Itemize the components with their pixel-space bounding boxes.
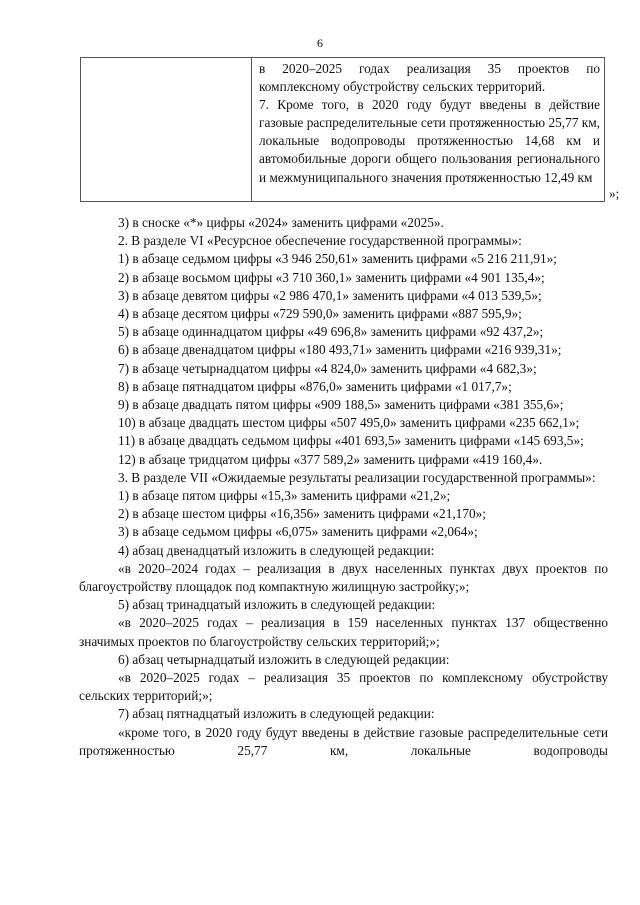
paragraph: «в 2020–2025 годах – реализация в 159 населенных пунктах 137 общественно значимых проектов по благоустройству сельских территорий;»; — [79, 615, 608, 649]
table-closing-quote: »; — [609, 186, 620, 201]
paragraph: 3) в абзаце седьмом цифры «6,075» заменить цифрами «2,064»; — [118, 524, 478, 540]
paragraph: «в 2020–2024 годах – реализация в двух населенных пунктах двух проектов по благоустройству площадок под компактную жилищную застройку;»; — [79, 560, 608, 595]
paragraph: 12) в абзаце тридцатом цифры «377 589,2» заменить цифрами «419 160,4». — [118, 451, 543, 467]
paragraph: 7) в абзаце четырнадцатом цифры «4 824,0» заменить цифрами «4 682,3»; — [118, 360, 537, 376]
paragraph: 5) в абзаце одиннадцатом цифры «49 696,8» заменить цифрами «92 437,2»; — [118, 324, 544, 340]
paragraph: 8) в абзаце пятнадцатом цифры «876,0» заменить цифрами «1 017,7»; — [118, 378, 512, 394]
paragraph: 2) в абзаце шестом цифры «16,356» заменить цифрами «21,170»; — [118, 506, 486, 522]
paragraph: 10) в абзаце двадцать шестом цифры «507 495,0» заменить цифрами «235 662,1»; — [118, 415, 580, 431]
paragraph: 6) абзац четырнадцатый изложить в следующей редакции: — [118, 651, 450, 667]
document-body — [79, 214, 608, 760]
paragraph: 9) в абзаце двадцать пятом цифры «909 188,5» заменить цифрами «381 355,6»; — [118, 397, 564, 413]
paragraph: 5) абзац тринадцатый изложить в следующей редакции: — [118, 597, 436, 613]
paragraph: 2. В разделе VI «Ресурсное обеспечение государственной программы»: — [118, 233, 522, 249]
paragraph: 3. В разделе VII «Ожидаемые результаты реализации государственной программы»: — [118, 469, 596, 485]
paragraph: 6) в абзаце двенадцатом цифры «180 493,71» заменить цифрами «216 939,31»; — [118, 342, 562, 358]
paragraph: 3) в абзаце девятом цифры «2 986 470,1» заменить цифрами «4 013 539,5»; — [118, 287, 542, 303]
table-paragraph: в 2020–2025 годах реализация 35 проектов по комплексному обустройству сельских территорий. — [259, 61, 600, 95]
amendment-table — [80, 57, 605, 202]
paragraph: 3) в сноске «*» цифры «2024» заменить цифрами «2025». — [118, 215, 444, 230]
paragraph: 2) в абзаце восьмом цифры «3 710 360,1» заменить цифрами «4 901 135,4»; — [118, 269, 545, 285]
paragraph: «в 2020–2025 годах – реализация 35 проектов по комплексному обустройству сельских территорий;»; — [79, 670, 608, 704]
page-number: 6 — [317, 36, 323, 50]
paragraph: «кроме того, в 2020 году будут введены в действие газовые распределительные сети протяженностью 25,77 км, локальные водопроводы — [79, 724, 608, 758]
paragraph: 4) в абзаце десятом цифры «729 590,0» заменить цифрами «887 595,9»; — [118, 306, 522, 322]
paragraph: 7) абзац пятнадцатый изложить в следующей редакции: — [118, 706, 435, 722]
paragraph: 4) абзац двенадцатый изложить в следующей редакции: — [118, 542, 435, 558]
table-paragraph: 7. Кроме того, в 2020 году будут введены в действие газовые распределительные сети протяженностью 25,77 км, локальные водопроводы протяженностью 14,68 км и автомобильные дороги общего пользования регионального и межмуниципального значения протяженностью 12,49 км — [259, 97, 600, 185]
table-column-divider — [251, 58, 252, 201]
paragraph: 1) в абзаце седьмом цифры «3 946 250,61» заменить цифрами «5 216 211,91»; — [118, 251, 557, 267]
paragraph: 11) в абзаце двадцать седьмом цифры «401 693,5» заменить цифрами «145 693,5»; — [118, 433, 584, 449]
paragraph: 1) в абзаце пятом цифры «15,3» заменить цифрами «21,2»; — [118, 488, 451, 504]
table-text-cell — [259, 60, 600, 187]
